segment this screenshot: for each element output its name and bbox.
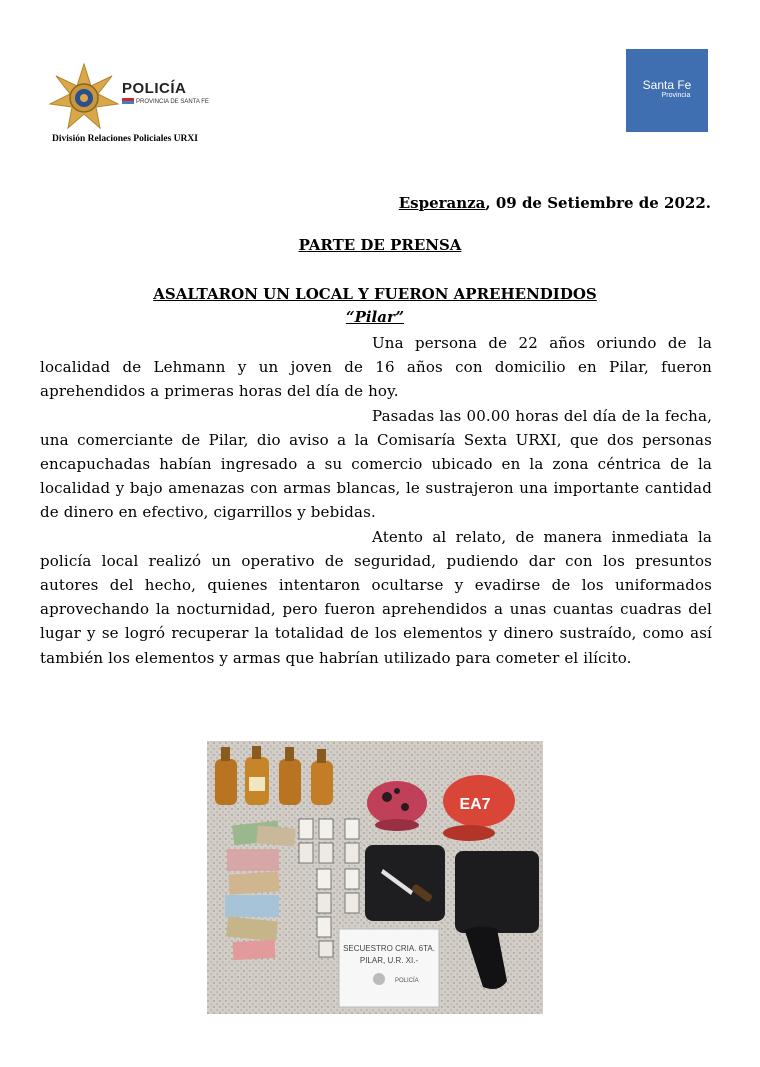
province-logo-line2: Provincia	[661, 92, 691, 99]
seized-items-photo	[207, 741, 543, 1014]
evidence-sign	[339, 929, 439, 1007]
cap-logo-text: EA7	[459, 796, 491, 813]
black-balaclava	[455, 851, 539, 933]
dateline	[399, 194, 711, 212]
place-subheading: “Pilar”	[345, 308, 405, 326]
division-name: División Relaciones Policiales URXI	[52, 134, 198, 144]
document-type-heading: PARTE DE PRENSA	[298, 236, 462, 254]
dateline-date: , 09 de Setiembre de 2022.	[485, 194, 711, 212]
santa-fe-province-logo	[626, 49, 708, 132]
province-logo-line1: Santa Fe	[642, 78, 692, 92]
seized-items-illustration	[207, 741, 543, 1014]
article-body	[40, 331, 712, 670]
evidence-sign-line1: SECUESTRO CRIA. 6TA.	[343, 944, 435, 953]
paragraph: Una persona de 22 años oriundo de la localidad de Lehmann y un joven de 16 años con domicilio en Pilar, fueron aprehendidos a primeras horas del día de hoy.	[40, 334, 712, 401]
paragraph: Pasadas las 00.00 horas del día de la fecha, una comerciante de Pilar, dio aviso a la Comisaría Sexta URXI, que dos personas encapuchadas habían ingresado a su comercio ubicado en la zona céntrica de la localidad y bajo amenazas con armas blancas, le sustrajeron una importante cantidad de dinero en efectivo, cigarrillos y bebidas.	[40, 406, 712, 522]
evidence-sign-logo: POLICÍA	[395, 978, 419, 984]
police-logo-title: POLICÍA	[122, 80, 187, 97]
headline: ASALTARON UN LOCAL Y FUERON APREHENDIDOS	[153, 285, 597, 303]
police-star-badge-icon	[48, 62, 120, 134]
pink-cap	[367, 781, 427, 831]
dateline-city: Esperanza	[398, 194, 486, 212]
flag-stripes-icon	[122, 98, 134, 104]
evidence-sign-line2: PILAR, U.R. XI.-	[359, 956, 419, 965]
paragraph: Atento al relato, de manera inmediata la policía local realizó un operativo de seguridad, pudiendo dar con los presuntos autores del hecho, quienes intentaron ocultarse y evadirse de los uniformados aprovechando la nocturnidad, pero fueron aprehendidos a unas cuantas cuadras del lugar y se logró recuperar la totalidad de los elementos y dinero sustraído, como así también los elementos y armas que habrían utilizado para cometer el ilícito.	[40, 527, 712, 667]
police-badge-icon	[373, 973, 385, 985]
black-balaclava	[365, 845, 445, 921]
police-logo-subtitle: PROVINCIA DE SANTA FE	[136, 99, 209, 105]
